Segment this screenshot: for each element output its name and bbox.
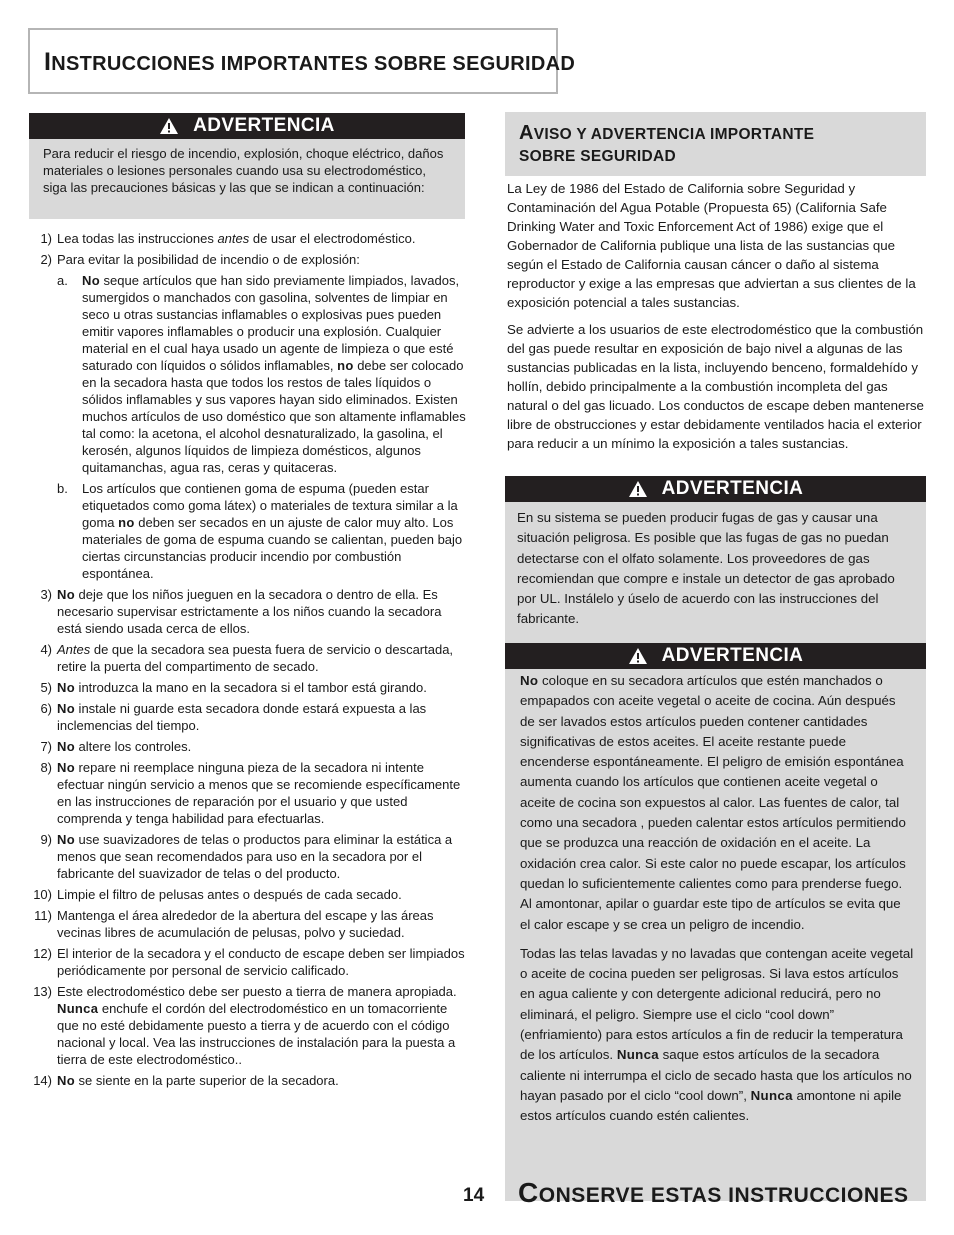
warning-text-part: Todas las telas lavadas y no lavadas que contengan aceite vegetal o aceite de cocina pueden ser peligrosas. Si lava estos artículos en agua caliente y con detergente adicional reducirá, pero no eliminará, el peligro. Siempre use el ciclo “cool down” (enfriamiento) para estos artículos a fin de reducir la temperatura de los artículos. [520,945,914,1063]
warning-text-part: coloque en su secadora artículos que estén manchados o empapados con aceite vegetal o aceite de cocina. Aún después de ser lavados estos artículos pueden contener cantidades significativas de estos aceites. El aceite restante puede encenderse espontáneamente. El peligro de emisión espontánea aumenta cuando los artículos que contienen aceite vegetal o aceite de cocina son expuestos al calor. Las fuentes de calor, tal como una secadora , pueden calentar estos artículos permitiendo que se produzca una reacción de oxidación en el aceite. La oxidación crea calor. Si este calor no puede escapar, los artículos quedan lo suficientemente calientes como para prenderse fuego. Al amontonar, apilar o guardar este tipo de artículos se evita que el calor escape y se crea un peligro de incendio. [520,673,906,932]
page-title-box [28,28,576,94]
item-bold: No [57,1073,75,1088]
warning-text: En su sistema se pueden producir fugas de gas y causar una situación peligrosa. Es posible que las fugas de gas no puedan detectarse con el olfato solamente. Los proveedores de gas recomiendan que compre e instale un detector de gas aprobado por UL. Instálelo y úselo de acuerdo con las instrucciones del fabricante. [505,502,926,658]
list-item [29,983,469,1068]
warning-label: ADVERTENCIA [661,478,804,499]
sub-list-item [57,272,469,476]
warning-label: ADVERTENCIA [193,115,335,136]
warning-bold: Nunca [616,1047,659,1063]
title-rest: NSTRUCCIONES IMPORTANTES SOBRE SEGURIDAD [51,53,576,75]
list-item [29,679,469,696]
notice-paragraph: La Ley de 1986 del Estado de California sobre Seguridad y Contaminación del Agua Potable (Propuesta 65) (California Safe Drinking Water and Toxic Enforcement Act of 1986) exige que el Gobernador de California publique una lista de las sustancias que según el Estado de California causan cáncer o daño al sistema reproductor y exige a las empresas que adviertan a sus clientes de la exposición potencial a tales sustancias. [507,181,916,310]
item-text-part: de usar el electrodoméstico. [249,231,416,246]
notice-paragraph: Se advierte a los usuarios de este electrodoméstico que la combustión del gas puede resultar en exposición de bajo nivel a algunas de las sustancias publicadas en la lista, incluyendo benceno, formaldehído y hollín, debido principalmente a la combustión incompleta del gas natural o del gas licuado. Los conductos de escape deben mantenerse libre de obstrucciones y estar debidamente ventilados hacia el exterior para reducir a un mínimo la exposición a tales sustancias. [507,322,924,451]
notice-title-initial: A [519,122,534,144]
item-text [57,679,469,696]
list-item [29,1072,469,1089]
item-number: 14) [33,1073,52,1088]
item-text-part: de que la secadora sea puesta fuera de servicio o descartada, retire la puerta del compartimento de secado. [57,642,454,674]
warning-header [29,113,465,139]
item-number: 3) [40,587,52,602]
page-number: 14 [463,1185,485,1206]
item-bold: No [57,739,75,754]
list-item [29,641,469,675]
item-text-part: debe ser colocado en la secadora hasta que todos los restos de tales líquidos o sólidos inflamables y sus vapores hayan sido eliminados. Existen muchos artículos de uso doméstico que son altamente inflamables tal como: la acetona, el alcohol desnaturalizado, la gasolina, el kerosén, algunos líquidos de limpieza domésticos, algunos quitamanchas, agua ras, ceras y quitaceras. [82,358,466,475]
warning-bold: Nunca [750,1087,793,1103]
title-initial: I [44,48,52,76]
item-number: 7) [40,739,52,754]
sub-item-text [82,480,469,582]
item-text [57,230,469,247]
list-item [29,251,469,268]
item-bold: Nunca [57,1001,99,1016]
page-title [44,48,576,77]
list-item [29,907,469,941]
item-text-part: Los artículos que contienen goma de espuma (pueden estar etiquetados como goma látex) o materiales de textura similar a la goma [82,481,458,530]
item-bold: No [57,587,75,602]
list-item [29,230,469,247]
warning-header [505,476,926,502]
safety-instructions-list [29,230,469,1093]
item-text [57,738,469,755]
item-text [57,831,469,882]
notice-title-line2: SOBRE SEGURIDAD [519,148,676,165]
item-number: 5) [40,680,52,695]
item-text-part: enchufe el cordón del electrodoméstico en un tomacorriente que no esté debidamente puesto a tierra y de acuerdo con el código nacional y local. Vea las instrucciones de instalación para la puesta a tierra de este electrodoméstico.. [57,1001,456,1067]
item-text-part: instale ni guarde esta secadora donde estará expuesta a las inclemencias del tiempo. [57,701,427,733]
item-text [57,700,469,734]
item-text-part: deje que los niños jueguen en la secadora o dentro de ella. Es necesario supervisar estrictamente a los niños cuando la secadora está siendo usada cerca de ellos. [57,587,442,636]
notice-title-line1: VISO Y ADVERTENCIA IMPORTANTE [533,126,815,143]
warning-header [505,643,926,669]
item-bold: No [57,701,75,716]
item-number: 2) [40,252,52,267]
item-number: 12) [33,946,52,961]
item-number: 8) [40,760,52,775]
item-text-part: Lea todas las instrucciones [57,231,218,246]
item-bold: no [118,515,135,530]
item-text [57,1072,469,1089]
item-text-part: seque artículos que han sido previamente limpiados, lavados, sumergidos o manchados con gasolina, solventes de limpiar en seco u otras sustancias inflamables o explosivas pues pueden emitir vapores inflamables o producir una explosión. Cualquier material en el cual haya usado un agente de limpieza o que esté saturado con líquidos o sólidos inflamables, [82,273,460,373]
footer-title [518,1177,909,1209]
item-text-part: use suavizadores de telas o productos para eliminar la estática a menos que sean recomendados para uso en la secadora por el fabricante del suavizador de telas o del producto. [57,832,453,881]
warning-bold: No [520,673,539,688]
warning-paragraph [520,944,914,1127]
item-bold: no [337,358,354,373]
item-number: 4) [40,642,52,657]
item-text: Para evitar la posibilidad de incendio o de explosión: [57,252,360,267]
item-text-part: se siente en la parte superior de la secadora. [74,1073,339,1088]
warning-box-general [29,113,465,219]
item-text [57,759,469,827]
item-bold: No [57,832,75,847]
warning-box-gas-leak [505,476,926,658]
item-emphasis: Antes [57,642,91,657]
item-number: 9) [40,832,52,847]
item-number: 1) [40,231,52,246]
item-text-part: introduzca la mano en la secadora si el tambor está girando. [74,680,427,695]
warning-triangle-icon [159,117,179,135]
notice-body [505,176,926,453]
item-text: Mantenga el área alrededor de la abertura del escape y las áreas vecinas libres de acumulación de pelusas, polvo y suciedad. [57,908,434,940]
item-bold: No [57,760,75,775]
item-number: 10) [33,887,52,902]
list-item [29,831,469,882]
item-text [57,641,469,675]
sub-list-item [57,480,469,582]
footer-title-initial: C [518,1177,539,1208]
warning-label: ADVERTENCIA [661,645,804,666]
item-text: Limpie el filtro de pelusas antes o después de cada secado. [57,887,402,902]
item-bold: No [82,273,100,288]
warning-paragraph [520,671,914,935]
item-text: El interior de la secadora y el conducto de escape deben ser limpiados periódicamente por personal de servicio calificado. [57,946,465,978]
item-text-part: Este electrodoméstico debe ser puesto a tierra de manera apropiada. [57,984,457,999]
notice-heading [505,112,926,176]
item-text [57,586,469,637]
prop65-notice [505,112,926,461]
warning-box-oil [505,643,926,1201]
list-item [29,738,469,755]
item-emphasis: antes [217,231,250,246]
warning-text-part: saque estos artículos de la secadora caliente ni interrumpa el ciclo de secado hasta que los artículos no hayan pasado por el ciclo “cool down”, [520,1047,912,1103]
list-item [29,586,469,637]
warning-triangle-icon [628,480,648,498]
item-number: 13) [33,984,52,999]
list-item [29,945,469,979]
item-number: 6) [40,701,52,716]
item-bold: No [57,680,75,695]
warning-text-part: amontone ni apile estos artículos cuando estén calientes. [520,1087,902,1124]
warning-triangle-icon [628,647,648,665]
list-item [29,886,469,903]
item-text-part: altere los controles. [74,739,192,754]
warning-text: Para reducir el riesgo de incendio, explosión, choque eléctrico, daños materiales o lesiones personales cuando usa su electrodoméstico, siga las precauciones básicas y las que se indican a continuación: [29,139,465,219]
sub-item-text [82,272,469,476]
warning-text [505,669,926,1201]
sub-item-letter: b. [57,481,68,496]
item-text-part: repare ni reemplace ninguna pieza de la secadora ni intente efectuar ningún servicio a menos que se recomiende específicamente en las instrucciones de reparación por el usuario y que usted comprenda y tenga habilidad para efectuarlas. [57,760,461,826]
footer-title-rest: ONSERVE ESTAS INSTRUCCIONES [538,1184,909,1207]
item-text-part: deben ser secados en un ajuste de calor muy alto. Los materiales de goma de espuma cuando se calientan, pueden bajo ciertas circunstancias producir incendio por combustión espontánea. [82,515,463,581]
sub-item-letter: a. [57,273,68,288]
item-number: 11) [34,908,52,923]
list-item [29,700,469,734]
item-text [57,983,469,1068]
list-item [29,759,469,827]
